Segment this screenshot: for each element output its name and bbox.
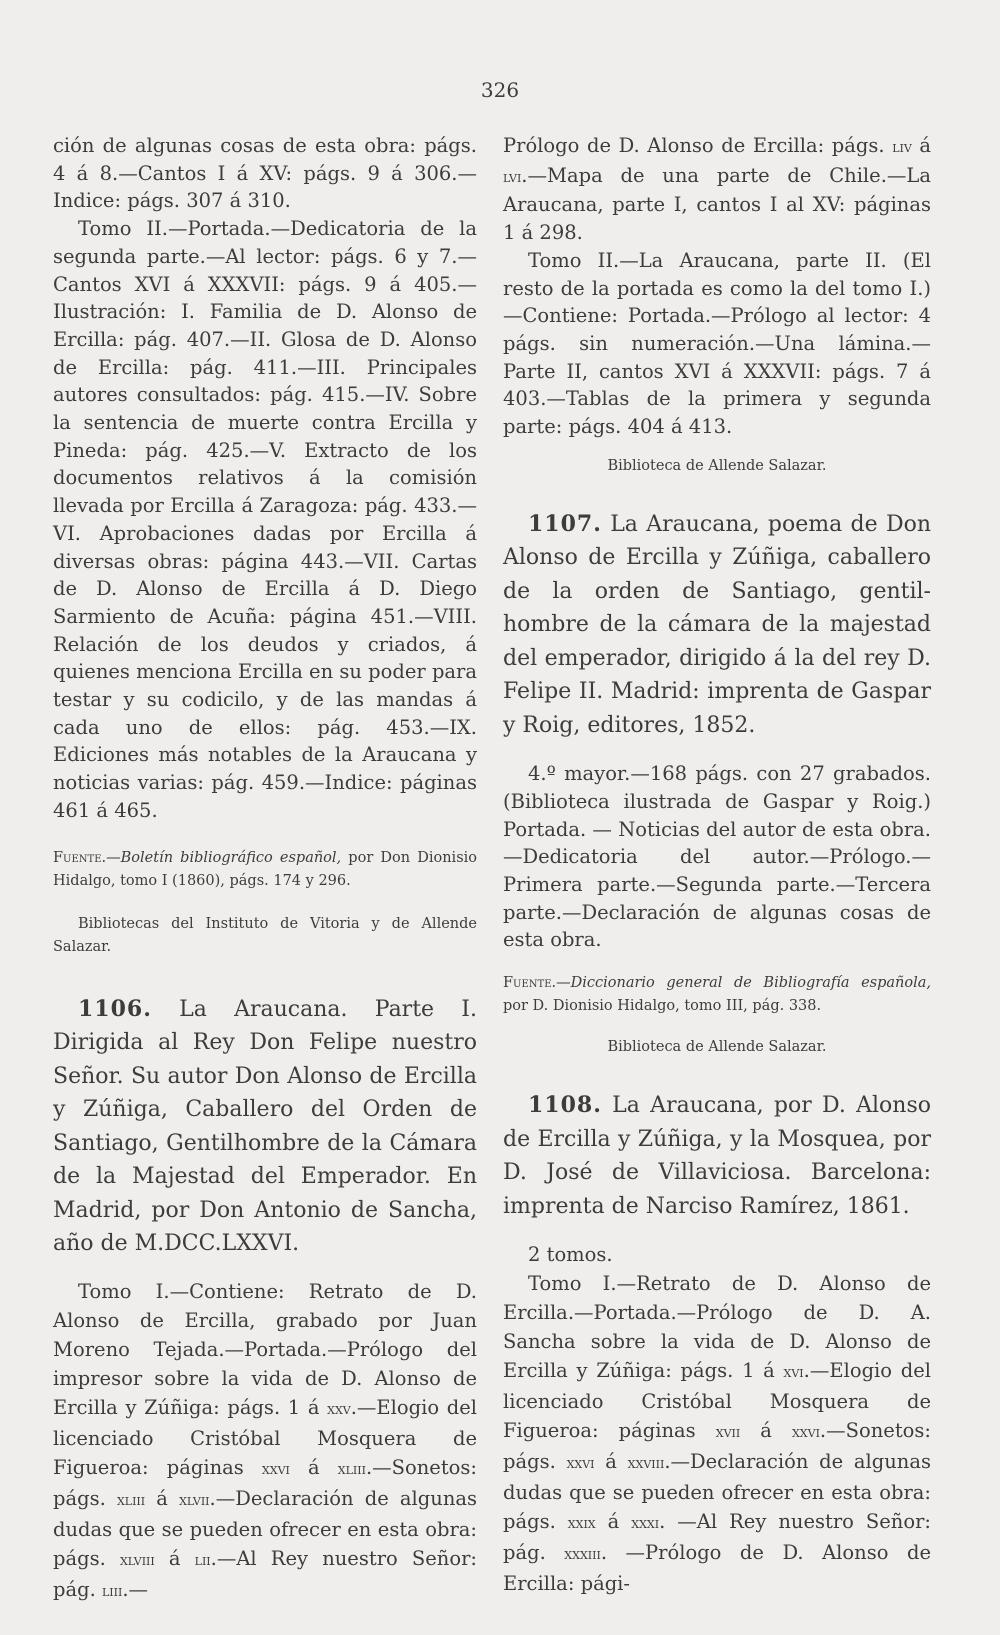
source-note bbox=[53, 847, 477, 893]
roman-numeral: xxix bbox=[567, 1513, 596, 1532]
source-label: Fuente. bbox=[503, 975, 557, 992]
roman-numeral: xxv bbox=[327, 1399, 351, 1418]
entry-1107 bbox=[503, 508, 931, 743]
page-number: 326 bbox=[480, 78, 520, 102]
roman-numeral: xxxiii bbox=[564, 1544, 601, 1563]
text-run: á bbox=[154, 1546, 195, 1570]
entry-number: 1108. bbox=[528, 1092, 602, 1119]
source-label: Fuente. bbox=[53, 849, 107, 866]
library-note: Bibliotecas del Instituto de Vitoria y de Allende Salazar. bbox=[53, 915, 477, 955]
roman-numeral: xliii bbox=[116, 1490, 146, 1509]
text-run: á bbox=[145, 1486, 180, 1510]
text-run: á bbox=[594, 1449, 628, 1473]
text-run: á bbox=[911, 134, 932, 157]
text-run: Tomo I.—Retrato de D. Alonso de Ercilla.—Portada.—Prólogo de D. A. Sancha sobre la vida de D. Alonso de Ercilla y Zúñiga: págs. 1 á bbox=[503, 1271, 931, 1382]
tomo-i-paragraph bbox=[53, 1277, 477, 1606]
text-run: .—Sonetos: págs. bbox=[53, 1455, 477, 1510]
entry-1108 bbox=[503, 1089, 931, 1223]
continued-paragraph bbox=[503, 132, 931, 247]
roman-numeral: lii bbox=[194, 1550, 211, 1569]
entry-number: 1106. bbox=[78, 995, 152, 1022]
text-run: .—Declaración de algunas dudas que se pueden ofrecer en esta obra: págs. bbox=[53, 1486, 478, 1570]
library-note: Biblioteca de Allende Salazar. bbox=[607, 457, 827, 474]
volume-count: 2 tomos. bbox=[528, 1243, 613, 1267]
roman-numeral: xxvi bbox=[566, 1453, 595, 1472]
text-run: .—Declaración de algunas dudas que se pueden ofrecer en esta obra: págs. bbox=[503, 1449, 932, 1533]
roman-numeral: xvii bbox=[715, 1422, 741, 1441]
entry-number: 1107. bbox=[528, 510, 602, 537]
tomo-i-paragraph bbox=[503, 1269, 931, 1598]
tomo-ii-paragraph: Tomo II.—La Araucana, parte II. (El resto de la portada es como la del tomo I.) —Contiene: Portada.—Prólogo al lector: 4 págs. sin numeración.—Una lámina.—Parte II, cantos XVI á XXXVII: págs. 7 á 403.—Tablas de la primera y segunda parte: págs. 404 á 413. bbox=[503, 248, 931, 439]
text-run: á bbox=[289, 1455, 338, 1479]
description-paragraph: 4.º mayor.—168 págs. con 27 grabados. (Biblioteca ilustrada de Gaspar y Roig.) Portada. — Noticias del autor de esta obra.—Dedicatoria del autor.—Prólogo.—Primera parte.—Segunda parte.—Tercera parte.—Declaración de algunas cosas de esta obra. bbox=[503, 762, 931, 952]
tomo-ii-paragraph: Tomo II.—Portada.—Dedicatoria de la segunda parte.—Al lector: págs. 6 y 7.—Cantos XVI á XXXVII: págs. 9 á 405.—Ilustración: I. Familia de D. Alonso de Ercilla: pág. 407.—II. Glosa de D. Alonso de Ercilla: pág. 411.—III. Principales autores consultados: pág. 415.—IV. Sobre la sentencia de muerte contra Ercilla y Pineda: pág. 425.—V. Extracto de los documentos relativos á la comisión llevada por Ercilla á Zaragoza: pág. 433.—VI. Aprobaciones dadas por Ercilla á diversas obras: página 443.—VII. Cartas de D. Alonso de Ercilla á D. Diego Sarmiento de Acuña: página 451.—VIII. Relación de los deudos y criados, á quienes menciona Ercilla en su poder para testar y su codicilo, y de las mandas á cada uno de ellos: pág. 453.—IX. Ediciones más notables de la Araucana y noticias varias: pág. 459.—Indice: páginas 461 á 465. bbox=[53, 217, 477, 822]
entry-title: La Araucana, por D. Alonso de Ercilla y Zúñiga, y la Mosquea, por D. José de Villaviciosa. Barcelona: imprenta de Narciso Ramírez, 1861. bbox=[503, 1093, 931, 1219]
continued-paragraph: ción de algunas cosas de esta obra: págs. 4 á 8.—Cantos I á XV: págs. 9 á 306.—Indice: págs. 307 á 310. bbox=[53, 134, 477, 213]
text-run: .— bbox=[122, 1577, 149, 1601]
text-run: á bbox=[595, 1509, 632, 1533]
text-run: Prólogo de D. Alonso de Ercilla: págs. bbox=[503, 134, 893, 157]
roman-numeral: xliii bbox=[337, 1459, 366, 1478]
entry-title: La Araucana, poema de Don Alonso de Ercilla y Zúñiga, caballero de la orden de Santiago, gentil-hombre de la cámara de la majestad del emperador, dirigido á la del rey D. Felipe II. Madrid: imprenta de Gaspar y Roig, editores, 1852. bbox=[503, 511, 931, 738]
text-run: .—Sonetos: págs. bbox=[503, 1418, 931, 1473]
left-column bbox=[53, 132, 477, 1606]
roman-numeral: xxviii bbox=[627, 1453, 665, 1472]
library-note: Biblioteca de Allende Salazar. bbox=[607, 1039, 827, 1056]
source-details: por D. Dionisio Hidalgo, tomo III, pág. 338. bbox=[503, 998, 822, 1015]
roman-numeral: liii bbox=[102, 1581, 123, 1600]
right-column bbox=[503, 132, 931, 1598]
text-run: . —Al Rey nuestro Señor: pág. bbox=[503, 1509, 931, 1564]
text-run: .—Elogio del licenciado Cristóbal Mosquera de Figueroa: páginas bbox=[503, 1358, 931, 1442]
roman-numeral: xxvi bbox=[261, 1459, 290, 1478]
source-title: —Diccionario general de Bibliografía española, bbox=[556, 975, 931, 992]
roman-numeral: liv bbox=[892, 138, 912, 156]
text-run: á bbox=[740, 1418, 792, 1442]
roman-numeral: xvi bbox=[783, 1362, 804, 1381]
text-run: .—Elogio del licenciado Cristóbal Mosquera de Figueroa: páginas bbox=[53, 1395, 477, 1479]
text-run: . —Prólogo de D. Alonso de Ercilla: pági- bbox=[503, 1540, 931, 1595]
roman-numeral: xlviii bbox=[119, 1550, 155, 1569]
source-title: —Boletín bibliográfico español, bbox=[106, 849, 342, 866]
entry-1106 bbox=[53, 993, 477, 1261]
text-run: .—Mapa de una parte de Chile.—La Araucana, parte I, cantos I al XV: páginas 1 á 298. bbox=[503, 163, 931, 245]
roman-numeral: xxxi bbox=[631, 1513, 660, 1532]
text-run: Tomo I.—Contiene: Retrato de D. Alonso de Ercilla, grabado por Juan Moreno Tejada.—Portada.—Prólogo del impresor sobre la vida de D. Alonso de Ercilla y Zúñiga: págs. 1 á bbox=[53, 1279, 477, 1419]
roman-numeral: lvi bbox=[503, 167, 522, 186]
roman-numeral: xlvii bbox=[179, 1490, 210, 1509]
roman-numeral: xxvi bbox=[791, 1422, 820, 1441]
entry-title: La Araucana. Parte I. Dirigida al Rey Don Felipe nuestro Señor. Su autor Don Alonso de Ercilla y Zúñiga, Caballero del Orden de Santiago, Gentilhombre de la Cámara de la Majestad del Emperador. En Madrid, por Don Antonio de Sancha, año de M.DCC.LXXVI. bbox=[53, 996, 477, 1257]
source-details: por Don Dionisio Hidalgo, tomo I (1860), págs. 174 y 296. bbox=[53, 849, 477, 889]
source-note bbox=[503, 972, 931, 1018]
text-run: .—Al Rey nuestro Señor: pág. bbox=[53, 1546, 477, 1601]
